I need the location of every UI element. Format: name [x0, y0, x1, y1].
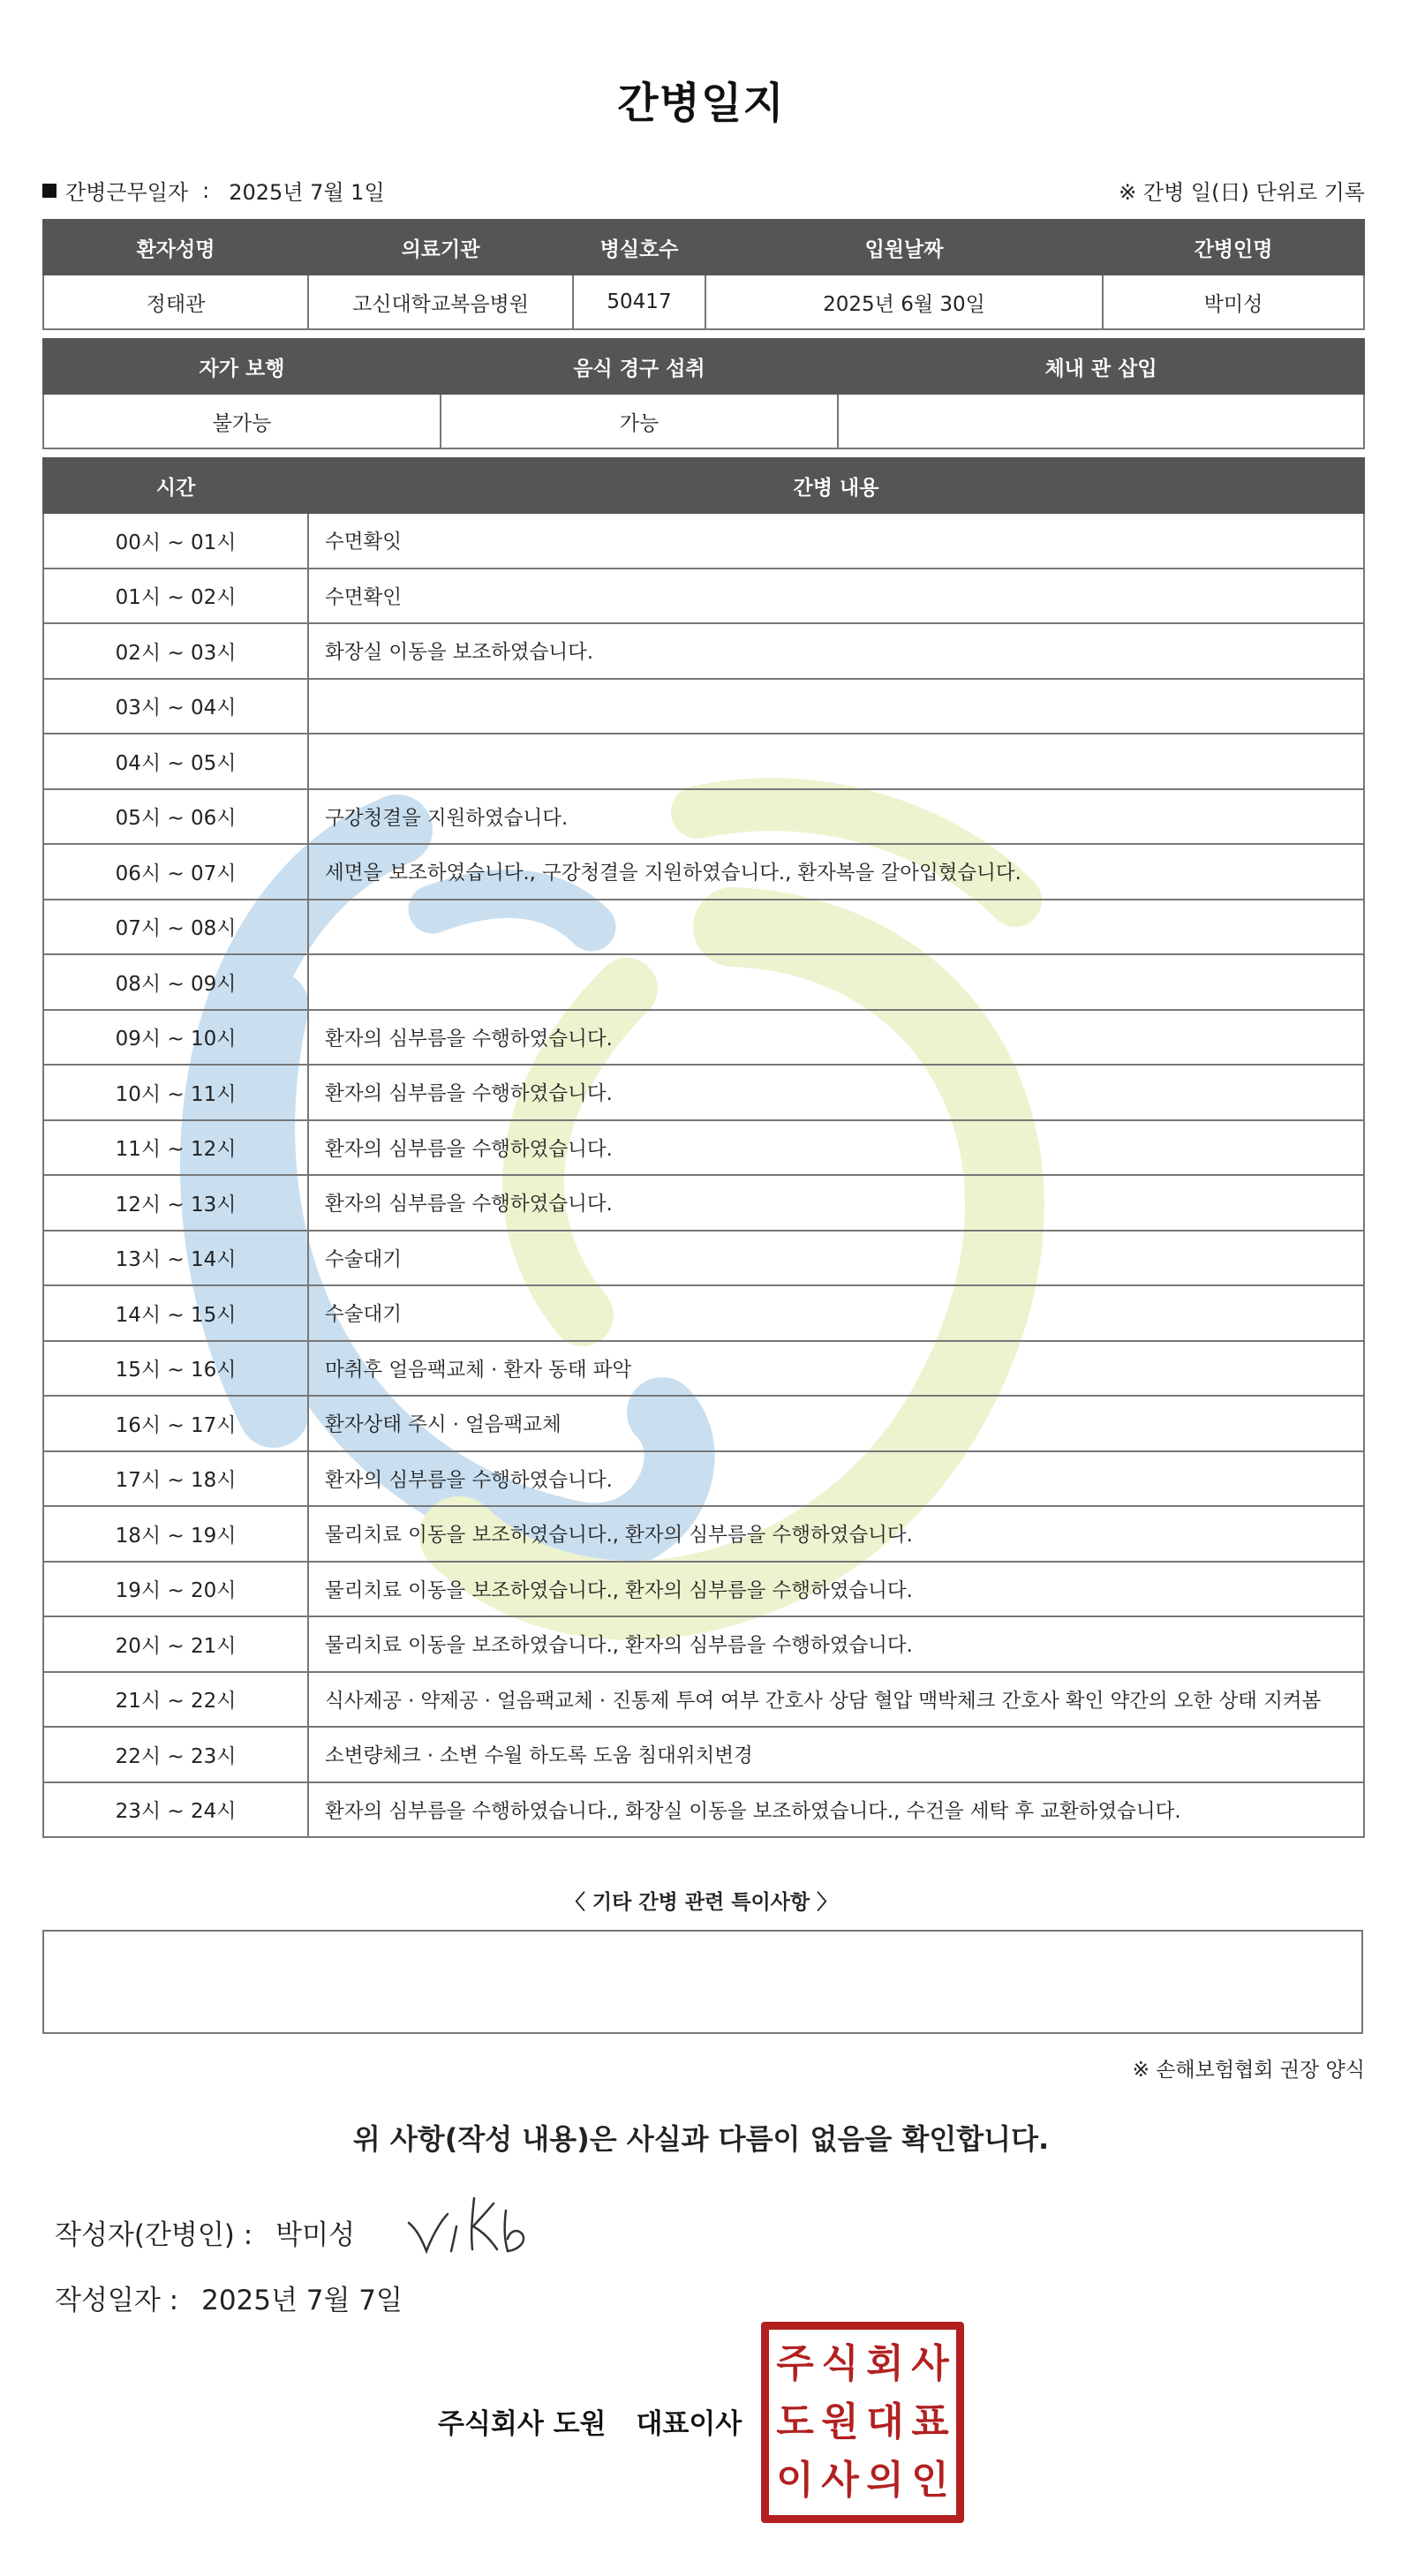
handwritten-signature: [402, 2188, 543, 2267]
hospital-name: 고신대학교복음병원: [308, 275, 573, 329]
header-room: 병실호수: [573, 220, 705, 275]
writer-label: 작성자(간병인) :: [55, 2219, 253, 2251]
log-content: [308, 734, 1364, 789]
square-bullet-icon: [42, 184, 57, 198]
log-row: [43, 1010, 1364, 1066]
log-row: [43, 1451, 1364, 1507]
log-time: 22시 ~ 23시: [43, 1727, 308, 1782]
log-time: 07시 ~ 08시: [43, 900, 308, 955]
log-content: [308, 679, 1364, 734]
log-row: [43, 1231, 1364, 1286]
log-time: 23시 ~ 24시: [43, 1782, 308, 1838]
log-time: 00시 ~ 01시: [43, 513, 308, 569]
log-content: [308, 900, 1364, 955]
log-time: 06시 ~ 07시: [43, 844, 308, 900]
log-time: 02시 ~ 03시: [43, 623, 308, 679]
header-tube-insertion: 체내 관 삽입: [838, 339, 1364, 394]
patient-value-row: [43, 275, 1364, 329]
log-row: [43, 734, 1364, 789]
status-header-row: [43, 339, 1364, 394]
seal-character: 표: [911, 2399, 949, 2444]
log-row: [43, 789, 1364, 845]
header-walking: 자가 보행: [43, 339, 441, 394]
log-content: 수술대기: [308, 1285, 1364, 1341]
seal-character: 의: [866, 2458, 904, 2503]
company-line: [438, 2401, 742, 2441]
header-admission-date: 입원날짜: [705, 220, 1103, 275]
log-content: [308, 954, 1364, 1010]
writer-name: 박미성: [275, 2219, 356, 2251]
log-row: [43, 1672, 1364, 1728]
log-content: 환자의 심부름을 수행하였습니다.: [308, 1065, 1364, 1120]
log-time: 16시 ~ 17시: [43, 1396, 308, 1451]
log-content: 물리치료 이동을 보조하였습니다., 환자의 심부름을 수행하였습니다.: [308, 1562, 1364, 1617]
seal-character: 이: [776, 2458, 814, 2503]
oral-intake-status: 가능: [441, 394, 838, 448]
log-content: 소변량체크 · 소변 수월 하도록 도움 침대위치변경: [308, 1727, 1364, 1782]
log-content: 수술대기: [308, 1231, 1364, 1286]
status-value-row: [43, 394, 1364, 448]
log-content: 환자의 심부름을 수행하였습니다.: [308, 1175, 1364, 1231]
page-title: 간병일지: [617, 79, 785, 128]
header-patient-name: 환자성명: [43, 220, 308, 275]
log-row: [43, 1782, 1364, 1838]
company-name: 주식회사 도원: [438, 2408, 607, 2440]
log-time: 18시 ~ 19시: [43, 1506, 308, 1562]
patient-status-table: [42, 338, 1365, 449]
work-date: [42, 175, 385, 206]
log-row: [43, 513, 1364, 569]
log-row: [43, 1506, 1364, 1562]
tube-insertion-status: [838, 394, 1364, 448]
special-notes-title: 〈 기타 간병 관련 특이사항 〉: [564, 1891, 838, 1914]
log-content: 환자의 심부름을 수행하였습니다., 화장실 이동을 보조하였습니다., 수건을 세탁 후 교환하였습니다.: [308, 1782, 1364, 1838]
log-content: 식사제공 · 약제공 · 얼음팩교체 · 진통제 투여 여부 간호사 상담 혈압 맥박체크 간호사 확인 약간의 오한 상태 지켜봄: [308, 1672, 1364, 1728]
caregiver-name: 박미성: [1103, 275, 1364, 329]
seal-character: 사: [911, 2341, 949, 2386]
written-date-line: [55, 2278, 403, 2317]
log-row: [43, 1175, 1364, 1231]
confirmation-statement: 위 사항(작성 내용)은 사실과 다름이 없음을 확인합니다.: [352, 2122, 1050, 2156]
patient-header-row: [43, 220, 1364, 275]
header-care-content: 간병 내용: [308, 458, 1364, 513]
admission-date: 2025년 6월 30일: [705, 275, 1103, 329]
header-oral-intake: 음식 경구 섭취: [441, 339, 838, 394]
seal-character: 인: [911, 2458, 949, 2503]
log-row: [43, 623, 1364, 679]
seal-character: 회: [866, 2341, 904, 2386]
seal-character: 식: [821, 2341, 859, 2386]
log-content: 물리치료 이동을 보조하였습니다., 환자의 심부름을 수행하였습니다.: [308, 1506, 1364, 1562]
log-time: 03시 ~ 04시: [43, 679, 308, 734]
log-row: [43, 1396, 1364, 1451]
log-row: [43, 844, 1364, 900]
seal-character: 도: [776, 2399, 814, 2444]
log-row: [43, 1562, 1364, 1617]
log-row: [43, 900, 1364, 955]
log-content: 세면을 보조하였습니다., 구강청결을 지원하였습니다., 환자복을 갈아입혔습니다.: [308, 844, 1364, 900]
log-content: 물리치료 이동을 보조하였습니다., 환자의 심부름을 수행하였습니다.: [308, 1616, 1364, 1672]
log-content: 환자의 심부름을 수행하였습니다.: [308, 1120, 1364, 1176]
seal-character: 주: [776, 2341, 814, 2386]
patient-name: 정태관: [43, 275, 308, 329]
log-row: [43, 1120, 1364, 1176]
company-title: 대표이사: [636, 2408, 742, 2440]
log-time: 05시 ~ 06시: [43, 789, 308, 845]
log-time: 10시 ~ 11시: [43, 1065, 308, 1120]
log-time: 01시 ~ 02시: [43, 569, 308, 624]
form-source-note: ※ 손해보험협회 권장 양식: [1132, 2059, 1365, 2082]
log-content: 수면확잇: [308, 513, 1364, 569]
log-content: 수면확인: [308, 569, 1364, 624]
work-date-value: 2025년 7월 1일: [229, 180, 385, 205]
room-number: 50417: [573, 275, 705, 329]
log-row: [43, 679, 1364, 734]
log-row: [43, 1065, 1364, 1120]
log-time: 20시 ~ 21시: [43, 1616, 308, 1672]
header-time: 시간: [43, 458, 308, 513]
log-time: 19시 ~ 20시: [43, 1562, 308, 1617]
log-row: [43, 569, 1364, 624]
log-time: 17시 ~ 18시: [43, 1451, 308, 1507]
log-header-row: [43, 458, 1364, 513]
log-time: 04시 ~ 05시: [43, 734, 308, 789]
work-date-label: 간병근무일자: [65, 180, 189, 205]
header-caregiver: 간병인명: [1103, 220, 1364, 275]
log-content: 환자상태 주시 · 얼음팩교체: [308, 1396, 1364, 1451]
seal-characters: [769, 2330, 956, 2515]
log-row: [43, 1341, 1364, 1397]
company-seal-stamp: [761, 2322, 964, 2523]
log-content: 환자의 심부름을 수행하였습니다.: [308, 1010, 1364, 1066]
work-date-separator: :: [202, 177, 210, 203]
log-time: 12시 ~ 13시: [43, 1175, 308, 1231]
special-notes-box: [42, 1930, 1363, 2034]
log-time: 15시 ~ 16시: [43, 1341, 308, 1397]
daily-record-note: ※ 간병 일(日) 단위로 기록: [1119, 180, 1365, 205]
log-time: 09시 ~ 10시: [43, 1010, 308, 1066]
log-row: [43, 1616, 1364, 1672]
care-log-table: [42, 457, 1365, 1838]
seal-character: 대: [866, 2399, 904, 2444]
log-content: 마취후 얼음팩교체 · 환자 동태 파악: [308, 1341, 1364, 1397]
log-content: 환자의 심부름을 수행하였습니다.: [308, 1451, 1364, 1507]
log-row: [43, 1727, 1364, 1782]
patient-info-table: [42, 219, 1365, 330]
written-date-value: 2025년 7월 7일: [201, 2285, 403, 2316]
log-content: 화장실 이동을 보조하였습니다.: [308, 623, 1364, 679]
log-time: 08시 ~ 09시: [43, 954, 308, 1010]
log-row: [43, 1285, 1364, 1341]
log-time: 14시 ~ 15시: [43, 1285, 308, 1341]
log-time: 21시 ~ 22시: [43, 1672, 308, 1728]
seal-character: 원: [821, 2399, 859, 2444]
walking-status: 불가능: [43, 394, 441, 448]
header-hospital: 의료기관: [308, 220, 573, 275]
log-row: [43, 954, 1364, 1010]
log-content: 구강청결을 지원하였습니다.: [308, 789, 1364, 845]
log-time: 13시 ~ 14시: [43, 1231, 308, 1286]
log-time: 11시 ~ 12시: [43, 1120, 308, 1176]
written-date-label: 작성일자 :: [55, 2285, 179, 2316]
seal-character: 사: [821, 2458, 859, 2503]
writer-line: [55, 2212, 355, 2252]
